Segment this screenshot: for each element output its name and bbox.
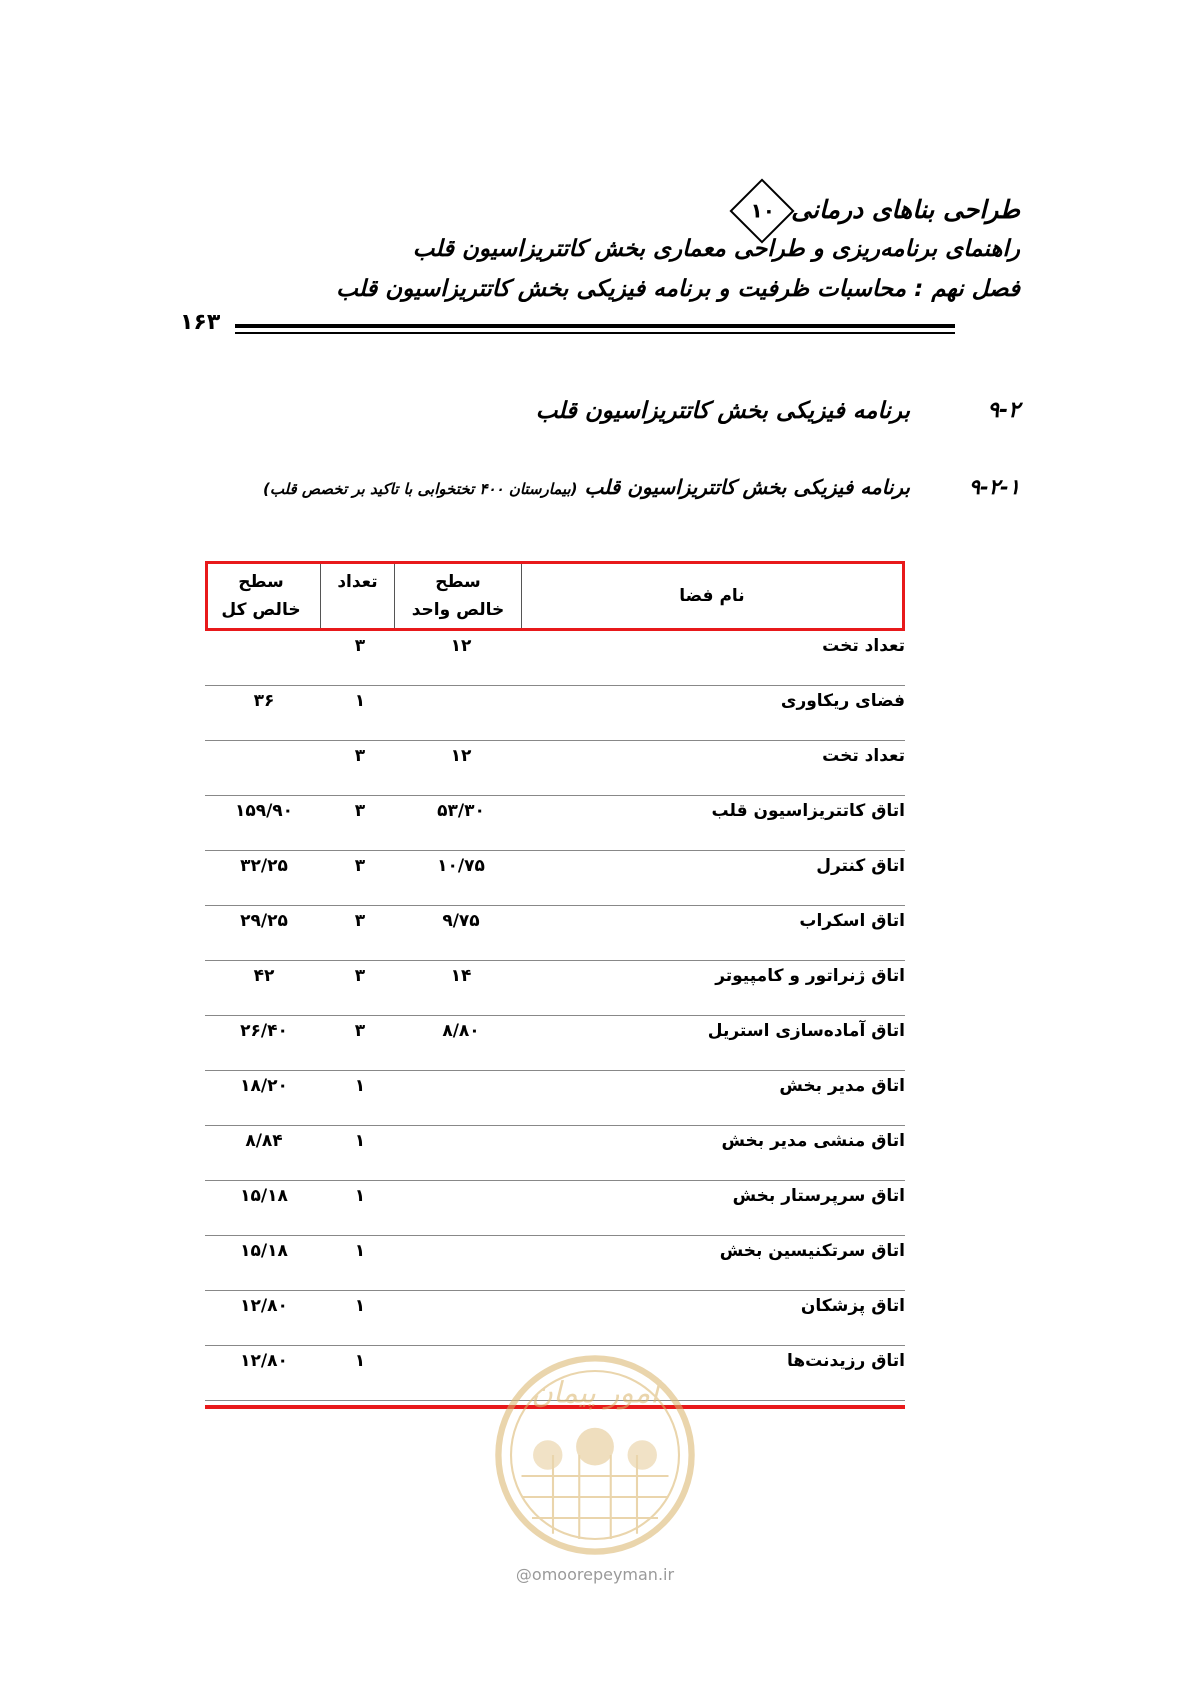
space-program-table — [205, 561, 905, 1401]
table-row — [205, 1126, 905, 1181]
subsection-title-text: برنامه فیزیکی بخش کاتتریزاسیون قلب — [584, 475, 910, 499]
guide-title: راهنمای برنامه‌ریزی و طراحی معماری بخش کاتتریزاسیون قلب — [412, 236, 1020, 262]
watermark-logo-text: امور پیمان — [531, 1375, 659, 1410]
subsection-number: ۹-۲-۱ — [968, 475, 1020, 499]
header-total-area-line1: سطح — [238, 572, 284, 592]
unit-area-cell: ۹/۷۵ — [442, 911, 480, 931]
header-rule-thin — [235, 332, 955, 334]
table-row — [205, 631, 905, 686]
space-name-cell: اتاق سرتکنیسین بخش — [719, 1241, 905, 1261]
chapter-badge-number: ۱۰ — [750, 198, 776, 223]
space-name-cell: اتاق مدیر بخش — [779, 1076, 905, 1096]
count-cell: ۳ — [354, 966, 366, 986]
count-cell: ۳ — [354, 856, 366, 876]
count-cell: ۳ — [354, 911, 366, 931]
header-unit-area — [394, 564, 522, 628]
unit-area-cell: ۵۳/۳۰ — [437, 801, 485, 821]
section-title: برنامه فیزیکی بخش کاتتریزاسیون قلب — [535, 398, 910, 424]
chapter-title: فصل نهم : محاسبات ظرفیت و برنامه فیزیکی بخش کاتتریزاسیون قلب — [336, 276, 1020, 302]
space-name-cell: اتاق کنترل — [816, 856, 905, 876]
space-name-cell: اتاق سرپرستار بخش — [732, 1186, 905, 1206]
header-unit-area-line2: خالص واحد — [411, 600, 505, 620]
header-unit-area-line1: سطح — [435, 572, 481, 592]
total-area-cell: ۲۶/۴۰ — [240, 1021, 288, 1041]
space-name-cell: اتاق کاتتریزاسیون قلب — [711, 801, 905, 821]
header-total-area — [202, 564, 320, 628]
subsection-title — [263, 475, 910, 499]
unit-area-cell: ۸/۸۰ — [442, 1021, 480, 1041]
table-row — [205, 796, 905, 851]
header-rule-thick — [235, 324, 955, 328]
space-name-cell: تعداد تخت — [822, 636, 905, 656]
table-header — [205, 561, 905, 631]
table-row — [205, 1236, 905, 1291]
section-number: ۹-۲ — [987, 398, 1020, 423]
header-total-area-line2: خالص کل — [221, 600, 301, 620]
count-cell: ۱ — [354, 1131, 366, 1151]
count-cell: ۳ — [354, 1021, 366, 1041]
total-area-cell: ۱۲/۸۰ — [240, 1296, 288, 1316]
unit-area-cell: ۱۲ — [450, 746, 472, 766]
total-area-cell: ۳۲/۲۵ — [240, 856, 288, 876]
space-name-cell: اتاق پزشکان — [800, 1296, 905, 1316]
page-number: ۱۶۳ — [180, 310, 221, 335]
table-row — [205, 906, 905, 961]
unit-area-cell: ۱۴ — [450, 966, 472, 986]
table-row — [205, 686, 905, 741]
book-title — [735, 188, 1020, 234]
total-area-cell: ۱۵/۱۸ — [240, 1241, 288, 1261]
table-body — [205, 631, 905, 1401]
total-area-cell: ۱۵/۱۸ — [240, 1186, 288, 1206]
total-area-cell: ۲۹/۲۵ — [240, 911, 288, 931]
total-area-cell: ۸/۸۴ — [245, 1131, 283, 1151]
table-row — [205, 1181, 905, 1236]
space-name-cell: اتاق آماده‌سازی استریل — [707, 1021, 905, 1041]
table-row — [205, 1291, 905, 1346]
table-row — [205, 741, 905, 796]
space-name-cell: اتاق رزیدنت‌ها — [786, 1351, 905, 1371]
space-name-cell: اتاق ژنراتور و کامپیوتر — [715, 966, 905, 986]
total-area-cell: ۳۶ — [253, 691, 275, 711]
count-cell: ۳ — [354, 636, 366, 656]
count-cell: ۱ — [354, 1186, 366, 1206]
unit-area-cell: ۱۲ — [450, 636, 472, 656]
total-area-cell: ۱۵۹/۹۰ — [234, 801, 294, 821]
chapter-badge — [730, 178, 795, 243]
count-cell: ۱ — [354, 1351, 366, 1371]
space-name-cell: اتاق منشی مدیر بخش — [721, 1131, 905, 1151]
count-cell: ۱ — [354, 1241, 366, 1261]
space-name-cell: اتاق اسکراب — [799, 911, 905, 931]
space-name-cell: تعداد تخت — [822, 746, 905, 766]
unit-area-cell: ۱۰/۷۵ — [437, 856, 485, 876]
watermark-logo — [490, 1350, 700, 1560]
total-area-cell: ۴۲ — [253, 966, 275, 986]
table-row — [205, 1016, 905, 1071]
table-row — [205, 851, 905, 906]
subsection-note: (بیمارستان ۴۰۰ تختخوابی با تاکید بر تخصص قلب) — [262, 480, 578, 498]
count-cell: ۱ — [354, 691, 366, 711]
count-cell: ۳ — [354, 746, 366, 766]
header-count: تعداد — [320, 564, 394, 628]
count-cell: ۱ — [354, 1296, 366, 1316]
total-area-cell: ۱۸/۲۰ — [240, 1076, 288, 1096]
total-area-cell: ۱۲/۸۰ — [240, 1351, 288, 1371]
count-cell: ۳ — [354, 801, 366, 821]
watermark-url: @omoorepeyman.ir — [515, 1565, 675, 1584]
book-title-text: طراحی بناهای درمانی — [791, 195, 1020, 224]
count-cell: ۱ — [354, 1076, 366, 1096]
header-space-name: نام فضا — [679, 586, 745, 606]
table-row — [205, 961, 905, 1016]
table-row — [205, 1071, 905, 1126]
space-name-cell: فضای ریکاوری — [780, 691, 905, 711]
